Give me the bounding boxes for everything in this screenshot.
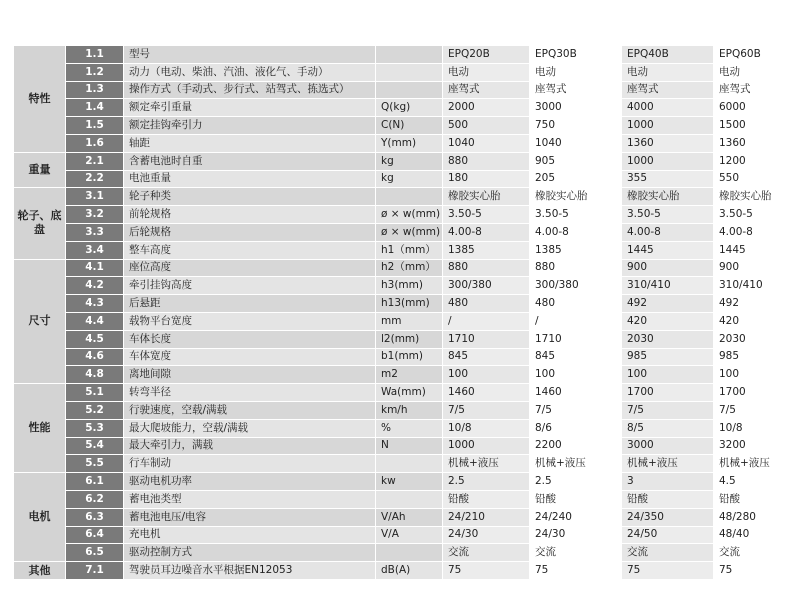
- row-number: 6.2: [66, 490, 124, 508]
- spec-name: 牵引挂钩高度: [124, 277, 376, 295]
- spec-unit: h13(mm): [376, 295, 443, 313]
- spec-value-epq30b: 4.00-8: [530, 223, 622, 241]
- spec-value-epq60b: 1700: [714, 384, 789, 402]
- spec-row: [14, 437, 789, 455]
- spec-value-epq40b: 24/50: [622, 526, 714, 544]
- spec-unit: ø × w(mm): [376, 223, 443, 241]
- row-number: 1.2: [66, 63, 124, 81]
- spec-row: [14, 241, 789, 259]
- spec-name: 载物平台宽度: [124, 312, 376, 330]
- spec-value-epq40b: 3.50-5: [622, 206, 714, 224]
- spec-value-epq60b: 座驾式: [714, 81, 789, 99]
- spec-row: [14, 277, 789, 295]
- spec-value-epq60b: 492: [714, 295, 789, 313]
- spec-value-epq60b: 10/8: [714, 419, 789, 437]
- row-number: 4.6: [66, 348, 124, 366]
- spec-value-epq60b: 75: [714, 562, 789, 580]
- spec-value-epq60b: 6000: [714, 99, 789, 117]
- row-number: 4.2: [66, 277, 124, 295]
- spec-name: 离地间隙: [124, 366, 376, 384]
- spec-unit: h1（mm）: [376, 241, 443, 259]
- spec-sheet: [13, 45, 788, 577]
- category-label: 轮子、底盘: [14, 188, 66, 259]
- spec-value-epq20b: 交流: [443, 544, 530, 562]
- spec-value-epq40b: 铅酸: [622, 490, 714, 508]
- spec-value-epq40b: 橡胶实心胎: [622, 188, 714, 206]
- spec-name: 操作方式（手动式、步行式、站驾式、拣选式）: [124, 81, 376, 99]
- spec-value-epq30b: 845: [530, 348, 622, 366]
- spec-unit: Y(mm): [376, 134, 443, 152]
- spec-value-epq30b: 24/30: [530, 526, 622, 544]
- spec-value-epq30b: 1710: [530, 330, 622, 348]
- spec-name: 驾驶员耳边噪音水平根据EN12053: [124, 562, 376, 580]
- spec-row: [14, 259, 789, 277]
- row-number: 3.3: [66, 223, 124, 241]
- spec-value-epq40b: 1360: [622, 134, 714, 152]
- spec-name: 额定牵引重量: [124, 99, 376, 117]
- spec-row: [14, 348, 789, 366]
- spec-value-epq60b: 900: [714, 259, 789, 277]
- spec-unit: [376, 81, 443, 99]
- spec-row: [14, 46, 789, 64]
- spec-value-epq60b: 3200: [714, 437, 789, 455]
- row-number: 2.2: [66, 170, 124, 188]
- spec-value-epq60b: 1360: [714, 134, 789, 152]
- spec-value-epq60b: 100: [714, 366, 789, 384]
- spec-value-epq20b: 880: [443, 152, 530, 170]
- spec-value-epq40b: 355: [622, 170, 714, 188]
- spec-value-epq30b: /: [530, 312, 622, 330]
- spec-value-epq30b: 2200: [530, 437, 622, 455]
- row-number: 1.5: [66, 117, 124, 135]
- row-number: 7.1: [66, 562, 124, 580]
- spec-value-epq60b: 1445: [714, 241, 789, 259]
- spec-unit: km/h: [376, 401, 443, 419]
- spec-value-epq30b: 橡胶实心胎: [530, 188, 622, 206]
- row-number: 3.2: [66, 206, 124, 224]
- category-label: 重量: [14, 152, 66, 188]
- category-label: 电机: [14, 473, 66, 562]
- spec-value-epq20b: 100: [443, 366, 530, 384]
- spec-value-epq30b: 3000: [530, 99, 622, 117]
- spec-name: 转弯半径: [124, 384, 376, 402]
- spec-value-epq60b: 550: [714, 170, 789, 188]
- spec-value-epq30b: EPQ30B: [530, 46, 622, 64]
- spec-unit: [376, 544, 443, 562]
- spec-value-epq20b: 880: [443, 259, 530, 277]
- spec-name: 最大爬坡能力，空载/满载: [124, 419, 376, 437]
- spec-value-epq60b: 48/280: [714, 508, 789, 526]
- spec-unit: [376, 46, 443, 64]
- spec-value-epq20b: 2.5: [443, 473, 530, 491]
- spec-unit: Wa(mm): [376, 384, 443, 402]
- spec-unit: Q(kg): [376, 99, 443, 117]
- spec-value-epq40b: 420: [622, 312, 714, 330]
- spec-value-epq20b: 500: [443, 117, 530, 135]
- spec-value-epq20b: 300/380: [443, 277, 530, 295]
- spec-unit: m2: [376, 366, 443, 384]
- row-number: 5.1: [66, 384, 124, 402]
- spec-name: 行驶速度，空载/满载: [124, 401, 376, 419]
- spec-table-body: [14, 46, 789, 580]
- spec-value-epq40b: 8/5: [622, 419, 714, 437]
- spec-value-epq40b: EPQ40B: [622, 46, 714, 64]
- spec-row: [14, 508, 789, 526]
- spec-value-epq60b: 3.50-5: [714, 206, 789, 224]
- spec-value-epq30b: 2.5: [530, 473, 622, 491]
- spec-unit: h3(mm): [376, 277, 443, 295]
- spec-value-epq60b: 橡胶实心胎: [714, 188, 789, 206]
- spec-name: 含蓄电池时自重: [124, 152, 376, 170]
- spec-row: [14, 562, 789, 580]
- spec-value-epq30b: 交流: [530, 544, 622, 562]
- row-number: 6.3: [66, 508, 124, 526]
- spec-row: [14, 366, 789, 384]
- spec-value-epq40b: 3000: [622, 437, 714, 455]
- spec-name: 前轮规格: [124, 206, 376, 224]
- spec-value-epq30b: 座驾式: [530, 81, 622, 99]
- spec-value-epq60b: 4.5: [714, 473, 789, 491]
- spec-unit: kg: [376, 152, 443, 170]
- spec-value-epq30b: 1040: [530, 134, 622, 152]
- spec-row: [14, 206, 789, 224]
- row-number: 5.3: [66, 419, 124, 437]
- spec-value-epq40b: 1700: [622, 384, 714, 402]
- spec-unit: h2（mm）: [376, 259, 443, 277]
- spec-value-epq30b: 750: [530, 117, 622, 135]
- category-label: 尺寸: [14, 259, 66, 384]
- row-number: 6.4: [66, 526, 124, 544]
- spec-value-epq40b: 492: [622, 295, 714, 313]
- row-number: 1.6: [66, 134, 124, 152]
- spec-value-epq40b: 电动: [622, 63, 714, 81]
- spec-unit: V/Ah: [376, 508, 443, 526]
- row-number: 4.5: [66, 330, 124, 348]
- spec-row: [14, 134, 789, 152]
- row-number: 3.4: [66, 241, 124, 259]
- spec-name: 蓄电池电压/电容: [124, 508, 376, 526]
- row-number: 6.5: [66, 544, 124, 562]
- row-number: 5.2: [66, 401, 124, 419]
- row-number: 1.4: [66, 99, 124, 117]
- spec-table: [13, 45, 789, 580]
- spec-value-epq40b: 100: [622, 366, 714, 384]
- spec-unit: dB(A): [376, 562, 443, 580]
- spec-row: [14, 81, 789, 99]
- spec-name: 驱动控制方式: [124, 544, 376, 562]
- spec-value-epq40b: 4000: [622, 99, 714, 117]
- spec-value-epq20b: 1710: [443, 330, 530, 348]
- spec-value-epq60b: 420: [714, 312, 789, 330]
- spec-value-epq20b: 1385: [443, 241, 530, 259]
- spec-row: [14, 295, 789, 313]
- spec-value-epq60b: 交流: [714, 544, 789, 562]
- spec-row: [14, 117, 789, 135]
- spec-value-epq20b: EPQ20B: [443, 46, 530, 64]
- row-number: 5.4: [66, 437, 124, 455]
- spec-name: 整车高度: [124, 241, 376, 259]
- spec-name: 电池重量: [124, 170, 376, 188]
- spec-name: 动力（电动、柴油、汽油、液化气、手动）: [124, 63, 376, 81]
- spec-value-epq60b: 电动: [714, 63, 789, 81]
- spec-name: 后轮规格: [124, 223, 376, 241]
- spec-value-epq30b: 75: [530, 562, 622, 580]
- spec-value-epq30b: 1460: [530, 384, 622, 402]
- spec-value-epq40b: 24/350: [622, 508, 714, 526]
- spec-value-epq20b: 180: [443, 170, 530, 188]
- spec-name: 车体宽度: [124, 348, 376, 366]
- spec-value-epq40b: 1000: [622, 152, 714, 170]
- spec-unit: V/A: [376, 526, 443, 544]
- row-number: 1.3: [66, 81, 124, 99]
- spec-value-epq20b: /: [443, 312, 530, 330]
- spec-value-epq20b: 24/210: [443, 508, 530, 526]
- spec-unit: mm: [376, 312, 443, 330]
- spec-row: [14, 312, 789, 330]
- spec-name: 轮子种类: [124, 188, 376, 206]
- spec-value-epq40b: 7/5: [622, 401, 714, 419]
- spec-value-epq20b: 1000: [443, 437, 530, 455]
- spec-value-epq40b: 310/410: [622, 277, 714, 295]
- spec-value-epq30b: 铅酸: [530, 490, 622, 508]
- spec-name: 驱动电机功率: [124, 473, 376, 491]
- spec-value-epq30b: 905: [530, 152, 622, 170]
- spec-unit: kw: [376, 473, 443, 491]
- spec-row: [14, 544, 789, 562]
- spec-value-epq30b: 205: [530, 170, 622, 188]
- spec-value-epq40b: 座驾式: [622, 81, 714, 99]
- spec-row: [14, 473, 789, 491]
- spec-value-epq40b: 机械+液压: [622, 455, 714, 473]
- spec-value-epq60b: EPQ60B: [714, 46, 789, 64]
- spec-name: 后悬距: [124, 295, 376, 313]
- spec-value-epq20b: 3.50-5: [443, 206, 530, 224]
- spec-row: [14, 170, 789, 188]
- spec-row: [14, 401, 789, 419]
- row-number: 4.8: [66, 366, 124, 384]
- spec-name: 车体长度: [124, 330, 376, 348]
- row-number: 4.4: [66, 312, 124, 330]
- spec-row: [14, 526, 789, 544]
- spec-name: 轴距: [124, 134, 376, 152]
- spec-unit: N: [376, 437, 443, 455]
- spec-name: 座位高度: [124, 259, 376, 277]
- spec-value-epq30b: 480: [530, 295, 622, 313]
- spec-value-epq20b: 电动: [443, 63, 530, 81]
- spec-value-epq60b: 机械+液压: [714, 455, 789, 473]
- spec-row: [14, 152, 789, 170]
- spec-value-epq20b: 1040: [443, 134, 530, 152]
- spec-value-epq30b: 100: [530, 366, 622, 384]
- spec-value-epq20b: 机械+液压: [443, 455, 530, 473]
- spec-value-epq60b: 310/410: [714, 277, 789, 295]
- spec-unit: [376, 455, 443, 473]
- spec-value-epq60b: 1500: [714, 117, 789, 135]
- spec-value-epq20b: 铅酸: [443, 490, 530, 508]
- spec-value-epq30b: 3.50-5: [530, 206, 622, 224]
- spec-value-epq30b: 300/380: [530, 277, 622, 295]
- spec-value-epq40b: 3: [622, 473, 714, 491]
- spec-value-epq60b: 2030: [714, 330, 789, 348]
- spec-row: [14, 490, 789, 508]
- spec-value-epq20b: 4.00-8: [443, 223, 530, 241]
- spec-value-epq20b: 10/8: [443, 419, 530, 437]
- spec-value-epq20b: 7/5: [443, 401, 530, 419]
- spec-value-epq30b: 8/6: [530, 419, 622, 437]
- spec-name: 额定挂钩牵引力: [124, 117, 376, 135]
- spec-unit: [376, 188, 443, 206]
- spec-value-epq20b: 845: [443, 348, 530, 366]
- spec-name: 型号: [124, 46, 376, 64]
- spec-unit: ø × w(mm): [376, 206, 443, 224]
- spec-name: 蓄电池类型: [124, 490, 376, 508]
- row-number: 2.1: [66, 152, 124, 170]
- spec-unit: C(N): [376, 117, 443, 135]
- spec-value-epq40b: 4.00-8: [622, 223, 714, 241]
- spec-value-epq30b: 24/240: [530, 508, 622, 526]
- spec-value-epq40b: 1000: [622, 117, 714, 135]
- category-label: 其他: [14, 562, 66, 580]
- spec-value-epq60b: 985: [714, 348, 789, 366]
- spec-row: [14, 99, 789, 117]
- spec-unit: %: [376, 419, 443, 437]
- spec-value-epq60b: 铅酸: [714, 490, 789, 508]
- spec-name: 充电机: [124, 526, 376, 544]
- spec-value-epq40b: 交流: [622, 544, 714, 562]
- spec-unit: b1(mm): [376, 348, 443, 366]
- spec-value-epq20b: 75: [443, 562, 530, 580]
- spec-row: [14, 188, 789, 206]
- spec-value-epq20b: 座驾式: [443, 81, 530, 99]
- spec-unit: [376, 490, 443, 508]
- spec-name: 行车制动: [124, 455, 376, 473]
- spec-value-epq30b: 1385: [530, 241, 622, 259]
- spec-value-epq20b: 24/30: [443, 526, 530, 544]
- spec-unit: [376, 63, 443, 81]
- row-number: 5.5: [66, 455, 124, 473]
- spec-row: [14, 384, 789, 402]
- row-number: 3.1: [66, 188, 124, 206]
- spec-unit: l2(mm): [376, 330, 443, 348]
- spec-value-epq60b: 1200: [714, 152, 789, 170]
- spec-unit: kg: [376, 170, 443, 188]
- spec-value-epq20b: 480: [443, 295, 530, 313]
- spec-name: 最大牵引力，满载: [124, 437, 376, 455]
- spec-row: [14, 63, 789, 81]
- spec-value-epq60b: 48/40: [714, 526, 789, 544]
- row-number: 1.1: [66, 46, 124, 64]
- spec-value-epq30b: 机械+液压: [530, 455, 622, 473]
- spec-value-epq60b: 7/5: [714, 401, 789, 419]
- row-number: 4.1: [66, 259, 124, 277]
- spec-value-epq20b: 橡胶实心胎: [443, 188, 530, 206]
- row-number: 6.1: [66, 473, 124, 491]
- category-label: 特性: [14, 46, 66, 153]
- spec-row: [14, 330, 789, 348]
- spec-value-epq40b: 985: [622, 348, 714, 366]
- spec-value-epq20b: 1460: [443, 384, 530, 402]
- spec-value-epq30b: 880: [530, 259, 622, 277]
- row-number: 4.3: [66, 295, 124, 313]
- spec-value-epq30b: 电动: [530, 63, 622, 81]
- spec-value-epq30b: 7/5: [530, 401, 622, 419]
- category-label: 性能: [14, 384, 66, 473]
- spec-row: [14, 419, 789, 437]
- spec-value-epq40b: 2030: [622, 330, 714, 348]
- spec-value-epq20b: 2000: [443, 99, 530, 117]
- spec-row: [14, 455, 789, 473]
- spec-value-epq60b: 4.00-8: [714, 223, 789, 241]
- spec-value-epq40b: 900: [622, 259, 714, 277]
- spec-row: [14, 223, 789, 241]
- spec-value-epq40b: 1445: [622, 241, 714, 259]
- spec-value-epq40b: 75: [622, 562, 714, 580]
